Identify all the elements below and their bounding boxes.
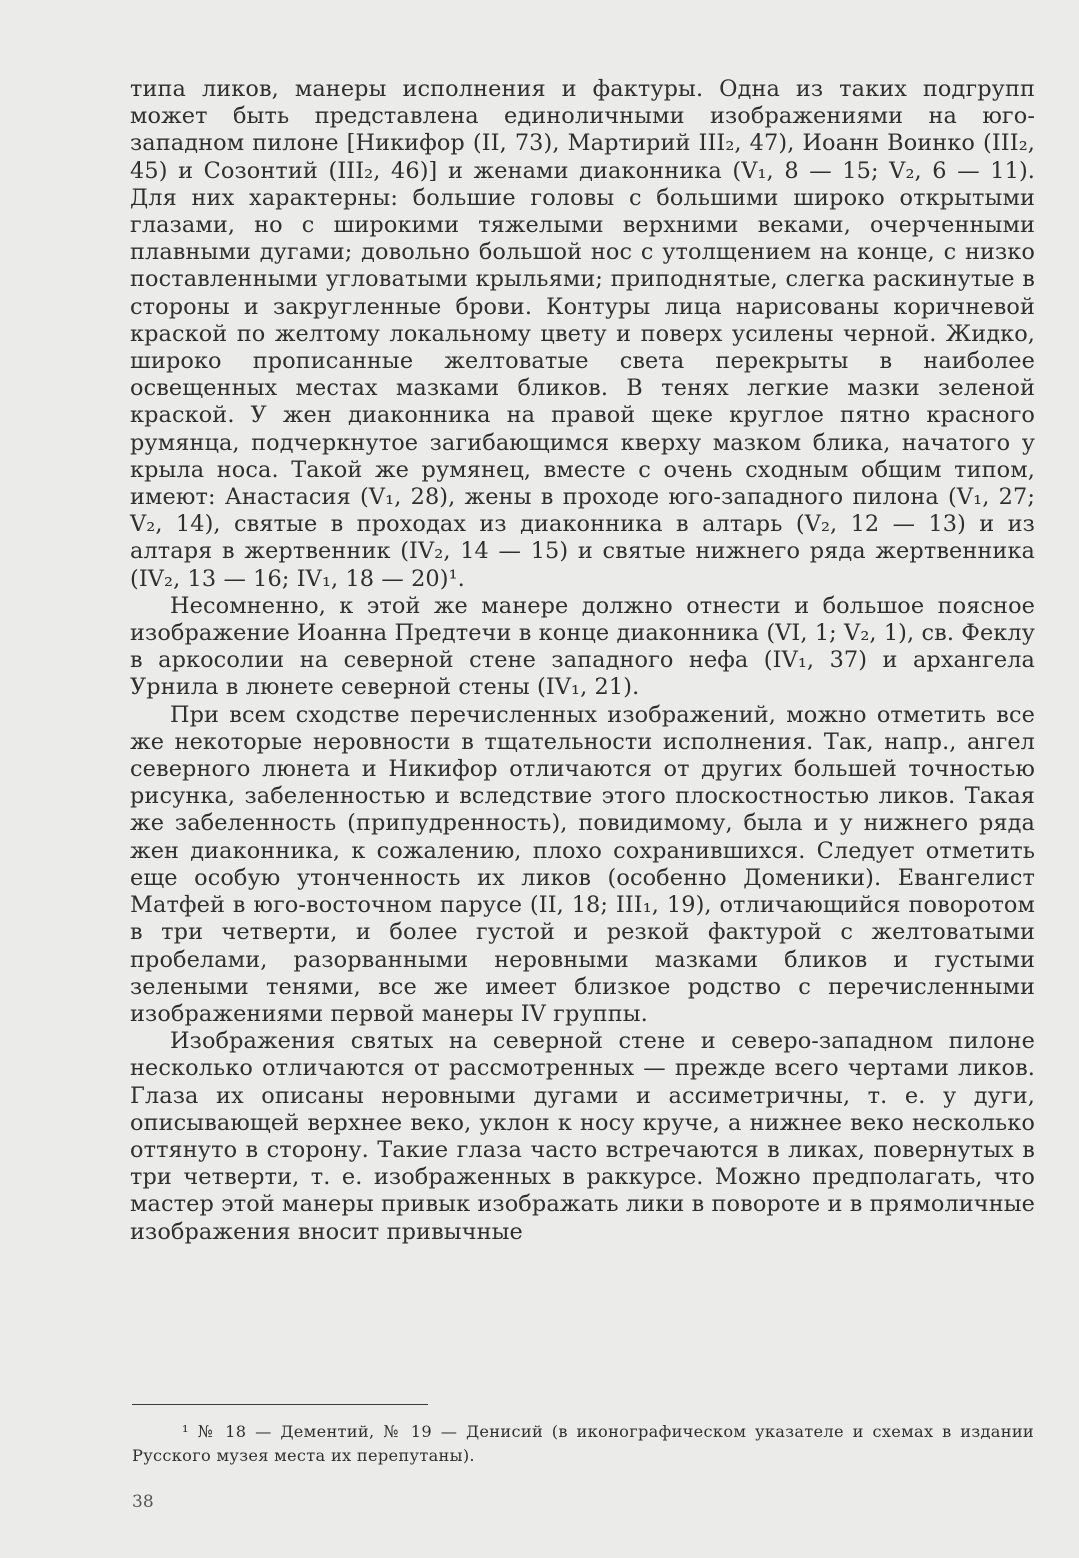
paragraph-2: Несомненно, к этой же манере должно отнести и большое поясное изображение Иоанна Предтечи в конце диаконника (VI, 1; V₂, 1), св. Феклу в аркосолии на северной стене западного нефа (IV₁, 37) и архангела Урнила в люнете северной стены (IV₁, 21). <box>130 592 1035 701</box>
footnote-divider <box>132 1404 428 1405</box>
paragraph-3: При всем сходстве перечисленных изображений, можно отметить все же некоторые неровности в тщательности исполнения. Так, напр., ангел северного люнета и Никифор отличаются от других большей точностью рисунка, забеленностью и вследствие этого плоскостностью ликов. Такая же забеленность (припудренность), повидимому, была и у нижнего ряда жен диаконника, к сожалению, плохо сохранившихся. Следует отметить еще особую утонченность их ликов (особенно Доменики). Евангелист Матфей в юго-восточном парусе (II, 18; III₁, 19), отличающийся поворотом в три четверти, и более густой и резкой фактурой с желтоватыми пробелами, разорванными неровными мазками бликов и густыми зелеными тенями, все же имеет близкое родство с перечисленными изображениями первой манеры IV группы. <box>130 701 1035 1027</box>
page-number: 38 <box>132 1492 154 1512</box>
main-text <box>130 76 1035 1246</box>
footnote: ¹ № 18 — Дементий, № 19 — Дениcий (в иконографическом указателе и схемах в издании Русского музея места их перепутаны). <box>132 1422 1034 1465</box>
paragraph-4: Изображения святых на северной стене и северо-западном пилоне несколько отличаются от рассмотренных — прежде всего чертами ликов. Глаза их описаны неровными дугами и ассиметричны, т. е. у дуги, описывающей верхнее веко, уклон к носу круче, а нижнее веко несколько оттянуто в сторону. Такие глаза часто встречаются в ликах, повернутых в три четверти, т. е. изображенных в раккурсе. Можно предполагать, что мастер этой манеры привык изображать лики в повороте и в прямоличные изображения вносит привычные <box>130 1028 1035 1245</box>
paragraph-1: типа ликов, манеры исполнения и фактуры. Одна из таких подгрупп может быть представлена единоличными изображениями на юго-западном пилоне [Никифор (II, 73), Мартирий III₂, 47), Иоанн Воинко (III₂, 45) и Созонтий (III₂, 46)] и женами диаконника (V₁, 8 — 15; V₂, 6 — 11). Для них характерны: большие головы с большими широко открытыми глазами, но с широкими тяжелыми верхними веками, очерченными плавными дугами; довольно большой нос с утолщением на конце, с низко поставленными угловатыми крыльями; приподнятые, слегка раскинутые в стороны и закругленные брови. Контуры лица нарисованы коричневой краской по желтому локальному цвету и поверх усилены черной. Жидко, широко прописанные желтоватые света перекрыты в наиболее освещенных местах мазками бликов. В тенях легкие мазки зеленой краской. У жен диаконника на правой щеке круглое пятно красного румянца, подчеркнутое загибающимся кверху мазком блика, начатого у крыла носа. Такой же румянец, вместе с очень сходным общим типом, имеют: Анастасия (V₁, 28), жены в проходе юго-западного пилона (V₁, 27; V₂, 14), святые в проходах из диаконника в алтарь (V₂, 12 — 13) и из алтаря в жертвенник (IV₂, 14 — 15) и святые нижнего ряда жертвенника (IV₂, 13 — 16; IV₁, 18 — 20)¹. <box>130 76 1035 592</box>
